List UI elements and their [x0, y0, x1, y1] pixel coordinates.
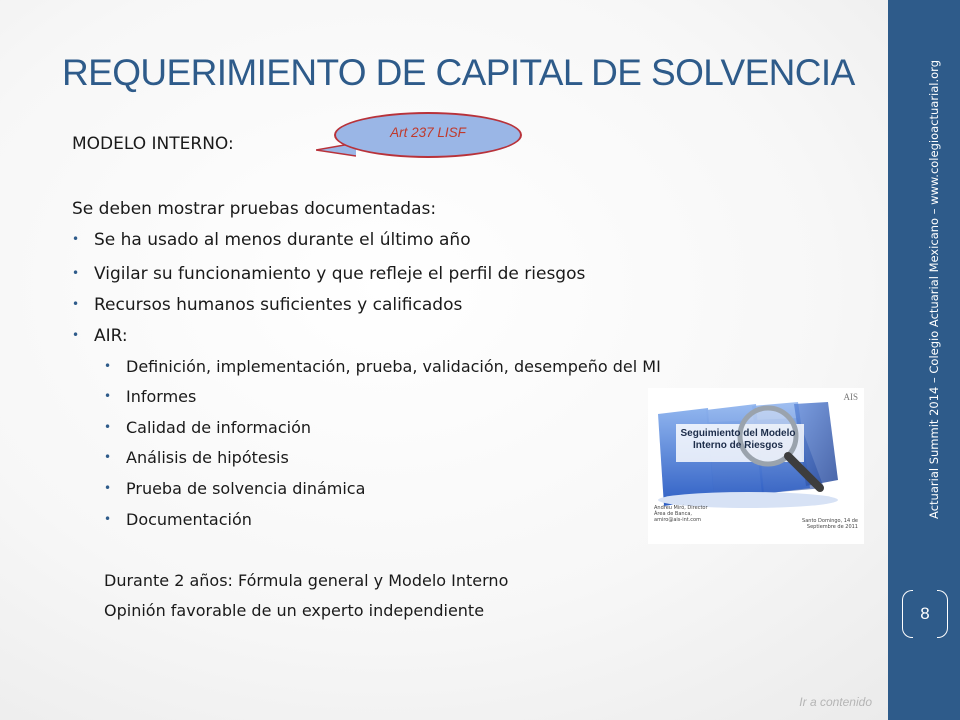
bullet-dot-icon: •: [104, 389, 112, 403]
bullet-dot-icon: •: [72, 232, 80, 246]
bullet-dot-icon: •: [104, 420, 112, 434]
footer-line: Opinión favorable de un experto independiente: [104, 601, 485, 620]
go-to-contents-link[interactable]: Ir a contenido: [799, 695, 872, 709]
bullet-dot-icon: •: [72, 297, 80, 311]
sub-bullet-text: Definición, implementación, prueba, validación, desempeño del MI: [126, 357, 661, 376]
bullet-text: Se ha usado al menos durante el último año: [94, 230, 471, 250]
bullet-dot-icon: •: [104, 481, 112, 495]
conference-footer-text: Actuarial Summit 2014 – Colegio Actuarial Mexicano – www.colegioactuarial.org: [927, 59, 941, 519]
footer-line: Durante 2 años: Fórmula general y Modelo Interno: [104, 571, 509, 590]
bullet-dot-icon: •: [104, 450, 112, 464]
bullet-item: [72, 264, 585, 284]
bullet-item: [72, 230, 471, 250]
callout-bubble: [334, 112, 522, 158]
figure-place-date: Santo Domingo, 14 de Septiembre de 2011: [802, 518, 858, 530]
sub-bullet-item: [104, 510, 252, 529]
bullet-dot-icon: •: [72, 266, 80, 280]
bullet-dot-icon: •: [72, 328, 80, 342]
bullet-text: Recursos humanos suficientes y calificados: [94, 295, 463, 315]
bullet-item: [72, 326, 128, 346]
presentation-thumbnail-image: [648, 388, 864, 544]
sub-bullet-text: Calidad de información: [126, 418, 312, 437]
page-number: 8: [920, 604, 930, 623]
callout-text: Art 237 LISF: [390, 125, 466, 140]
sub-bullet-item: [104, 418, 311, 437]
sidebar-vertical-text: [924, 24, 944, 554]
right-bracket: [937, 590, 948, 638]
figure-logo: AIS: [843, 392, 858, 402]
sub-bullet-text: Informes: [126, 387, 197, 406]
figure-caption: Seguimiento del Modelo Interno de Riesgos: [680, 428, 796, 451]
sub-bullet-item: [104, 357, 661, 376]
sub-bullet-item: [104, 479, 365, 498]
sub-bullet-item: [104, 448, 289, 467]
bullet-text: Vigilar su funcionamiento y que refleje el perfil de riesgos: [94, 264, 586, 284]
intro-text: Se deben mostrar pruebas documentadas:: [72, 199, 437, 219]
bullet-dot-icon: •: [104, 512, 112, 526]
bullet-text: AIR:: [94, 326, 128, 346]
slide-title: REQUERIMIENTO DE CAPITAL DE SOLVENCIA: [62, 52, 855, 93]
model-label: MODELO INTERNO:: [72, 134, 234, 154]
sub-bullet-text: Prueba de solvencia dinámica: [126, 479, 366, 498]
figure-author: Andreu Miró, Director Área de Banca, amiro@ais-int.com: [654, 505, 708, 523]
bullet-item: [72, 295, 462, 315]
left-bracket: [902, 590, 913, 638]
sub-bullet-text: Análisis de hipótesis: [126, 448, 289, 467]
bullet-dot-icon: •: [104, 359, 112, 373]
sub-bullet-text: Documentación: [126, 510, 252, 529]
sub-bullet-item: [104, 387, 196, 406]
page-number-badge: [898, 590, 952, 638]
